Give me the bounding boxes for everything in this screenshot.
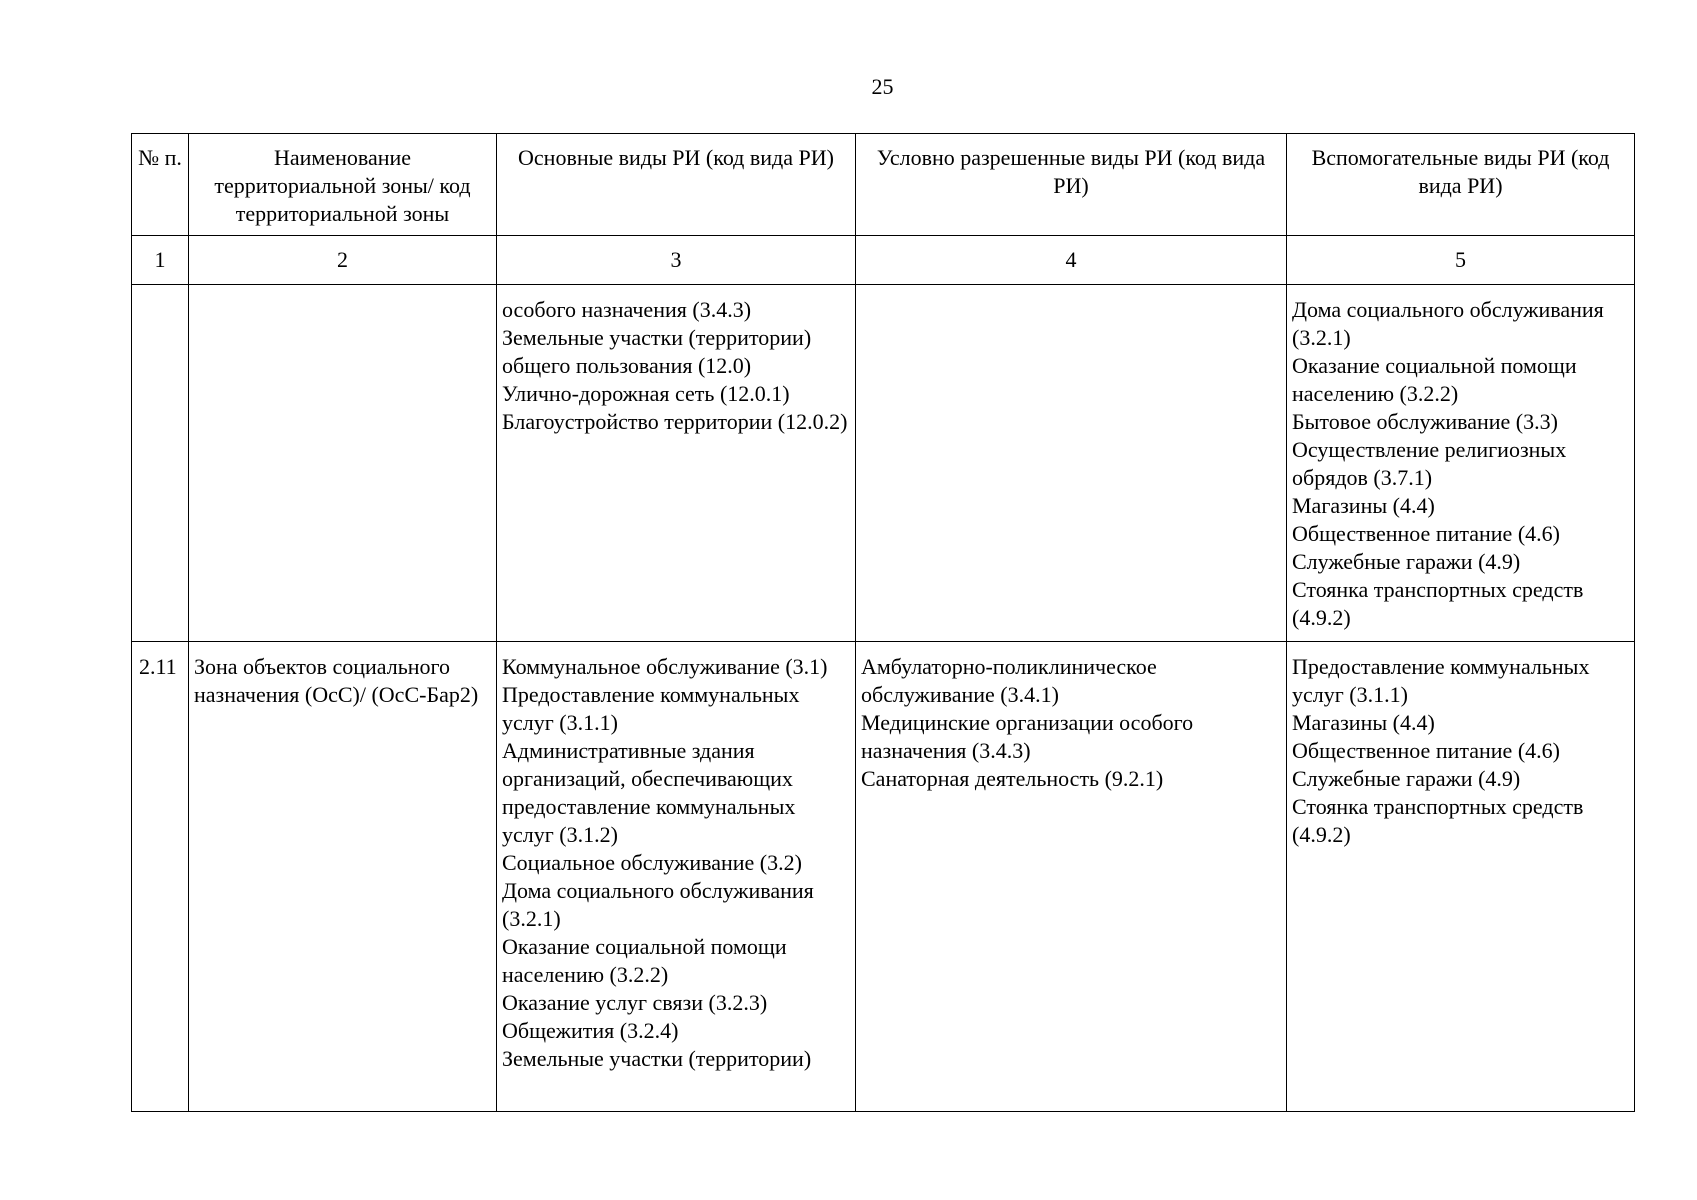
main-use-item: Оказание социальной помощи населению (3.2.2) — [502, 934, 787, 987]
main-use-item: Земельные участки (территории) — [502, 1046, 812, 1071]
zone-name: Зона объектов социального назначения (ОсС)/ (ОсС-Бар2) — [189, 642, 497, 1112]
header-conditional-uses: Условно разрешенные виды РИ (код вида РИ) — [856, 134, 1287, 236]
conditional-use-item: Амбулаторно-поликлиническое обслуживание (3.4.1) — [861, 654, 1157, 707]
main-use-item: Коммунальное обслуживание (3.1) — [502, 654, 828, 679]
table-row — [132, 642, 1635, 1112]
conditional-uses-cell — [856, 642, 1287, 1112]
table-row — [132, 285, 1635, 642]
header-main-uses: Основные виды РИ (код вида РИ) — [497, 134, 856, 236]
conditional-use-item: Санаторная деятельность (9.2.1) — [861, 766, 1164, 791]
header-zone-name: Наименование территориальной зоны/ код территориальной зоны — [189, 134, 497, 236]
main-use-item: Оказание услуг связи (3.2.3) — [502, 990, 768, 1015]
auxiliary-use-item: Общественное питание (4.6) — [1292, 738, 1560, 763]
auxiliary-use-item: Предоставление коммунальных услуг (3.1.1) — [1292, 654, 1590, 707]
column-number: 1 — [132, 236, 189, 285]
page-number: 25 — [871, 74, 894, 99]
main-use-item: Улично-дорожная сеть (12.0.1) — [502, 381, 790, 406]
zone-name — [189, 285, 497, 642]
main-use-item: Социальное обслуживание (3.2) — [502, 850, 802, 875]
header-number: № п. — [132, 134, 189, 236]
main-use-item: особого назначения (3.4.3) — [502, 297, 752, 322]
column-number: 5 — [1287, 236, 1635, 285]
auxiliary-use-item: Общественное питание (4.6) — [1292, 521, 1560, 546]
main-uses-cell — [497, 285, 856, 642]
header-auxiliary-uses: Вспомогательные виды РИ (код вида РИ) — [1287, 134, 1635, 236]
row-number: 2.11 — [132, 642, 189, 1112]
auxiliary-use-item: Оказание социальной помощи населению (3.2.2) — [1292, 353, 1577, 406]
row-number — [132, 285, 189, 642]
auxiliary-use-item: Дома социального обслуживания (3.2.1) — [1292, 297, 1604, 350]
auxiliary-use-item: Служебные гаражи (4.9) — [1292, 766, 1521, 791]
column-number: 2 — [189, 236, 497, 285]
conditional-use-item: Медицинские организации особого назначения (3.4.3) — [861, 710, 1194, 763]
column-number: 3 — [497, 236, 856, 285]
main-use-item: Дома социального обслуживания (3.2.1) — [502, 878, 814, 931]
auxiliary-use-item: Служебные гаражи (4.9) — [1292, 549, 1521, 574]
column-number-row — [132, 236, 1635, 285]
main-uses-cell — [497, 642, 856, 1112]
auxiliary-use-item: Стоянка транспортных средств (4.9.2) — [1292, 794, 1584, 847]
auxiliary-uses-cell — [1287, 642, 1635, 1112]
main-use-item: Предоставление коммунальных услуг (3.1.1) — [502, 682, 800, 735]
main-use-item: Благоустройство территории (12.0.2) — [502, 409, 848, 434]
main-use-item: Общежития (3.2.4) — [502, 1018, 679, 1043]
main-use-item: Земельные участки (территории) общего пользования (12.0) — [502, 325, 812, 378]
column-number: 4 — [856, 236, 1287, 285]
auxiliary-use-item: Стоянка транспортных средств (4.9.2) — [1292, 577, 1584, 630]
main-use-item: Административные здания организаций, обеспечивающих предоставление коммунальных услуг (3.1.2) — [502, 738, 796, 847]
zoning-table — [131, 133, 1635, 1112]
table-header-row — [132, 134, 1635, 236]
auxiliary-use-item: Магазины (4.4) — [1292, 493, 1435, 518]
auxiliary-uses-cell — [1287, 285, 1635, 642]
auxiliary-use-item: Осуществление религиозных обрядов (3.7.1) — [1292, 437, 1567, 490]
auxiliary-use-item: Магазины (4.4) — [1292, 710, 1435, 735]
auxiliary-use-item: Бытовое обслуживание (3.3) — [1292, 409, 1558, 434]
conditional-uses-cell — [856, 285, 1287, 642]
